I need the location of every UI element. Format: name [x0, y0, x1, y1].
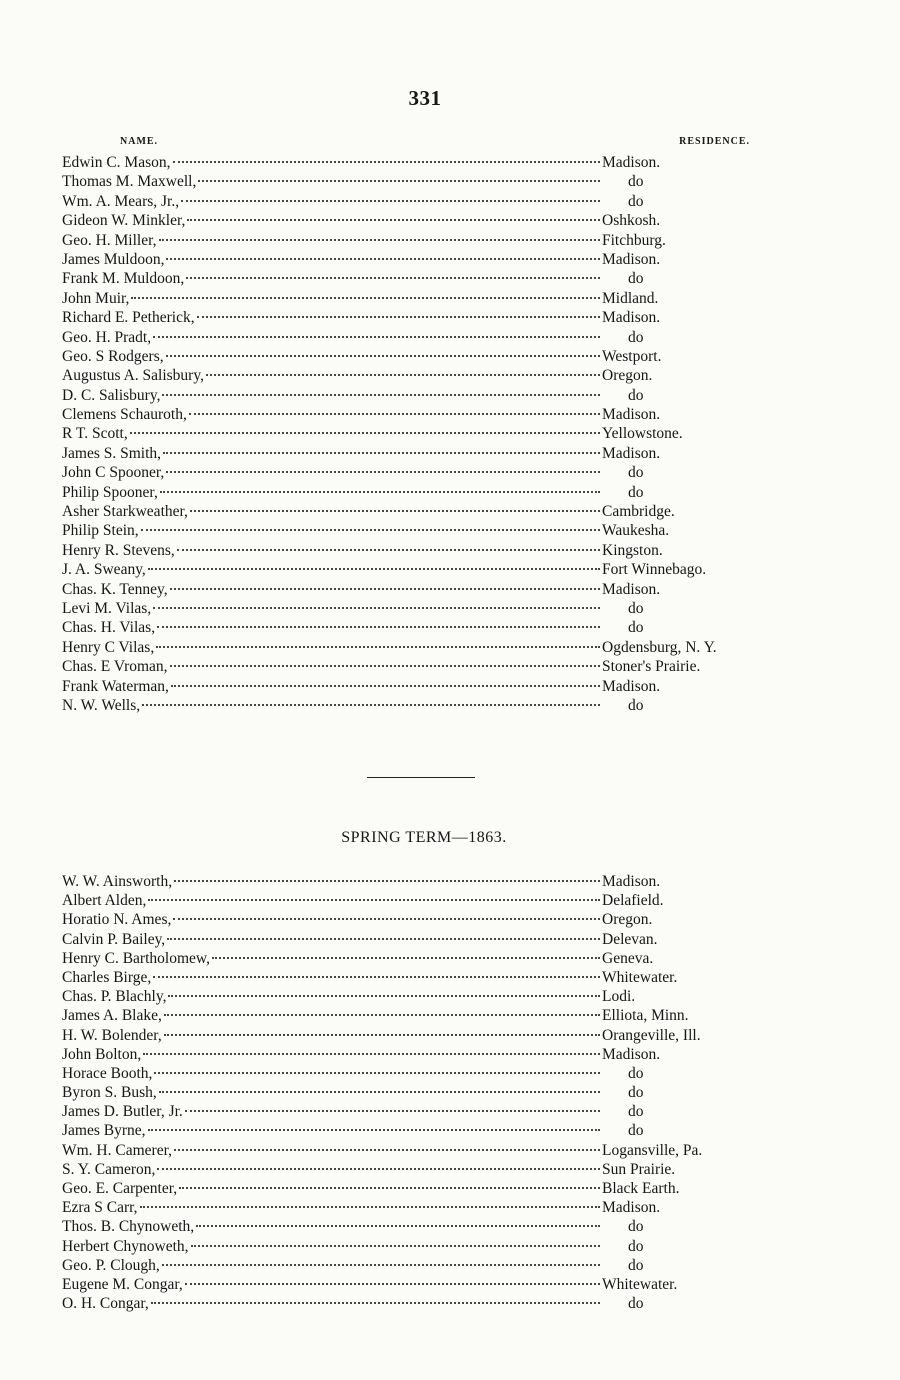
dot-leader — [185, 1283, 600, 1285]
list-entry — [62, 1006, 772, 1025]
entry-residence: Madison. — [602, 873, 661, 890]
dot-leader — [197, 316, 600, 318]
dot-leader — [153, 607, 600, 609]
entry-name: Ezra S Carr, — [62, 1199, 138, 1217]
dot-leader — [191, 1245, 600, 1247]
entry-residence: do — [628, 599, 644, 617]
list-entry — [62, 483, 772, 502]
dot-leader — [148, 899, 600, 901]
entry-name: James A. Blake, — [62, 1007, 162, 1025]
list-entry — [62, 930, 772, 949]
entry-name: Philip Spooner, — [62, 483, 158, 501]
entry-name: Albert Alden, — [62, 892, 147, 910]
entry-residence: Waukesha. — [602, 522, 670, 540]
list-entry — [62, 1256, 772, 1275]
dot-leader — [163, 452, 600, 454]
list-entry — [62, 1026, 772, 1045]
dot-leader — [160, 491, 600, 493]
column-headers — [62, 136, 750, 152]
dot-leader — [131, 297, 600, 299]
list-entry — [62, 891, 772, 910]
dot-leader — [157, 1168, 600, 1170]
page-number: 331 — [408, 86, 442, 110]
entry-name: Chas. P. Blachly, — [62, 988, 167, 1006]
entry-name: Henry C Vilas, — [62, 638, 155, 656]
entry-name: Levi M. Vilas, — [62, 599, 152, 617]
entry-residence: Orangeville, Ill. — [602, 1026, 701, 1044]
list-entry — [62, 657, 772, 676]
entry-name: Henry C. Bartholomew, — [62, 949, 210, 967]
dot-leader — [198, 180, 600, 182]
dot-leader — [162, 1264, 600, 1266]
entry-name: R T. Scott, — [62, 425, 128, 443]
list-entry — [62, 289, 772, 308]
dot-leader — [159, 1091, 600, 1093]
name-column-header: NAME. — [120, 136, 159, 147]
list-entry — [62, 1294, 772, 1313]
list-entry — [62, 347, 772, 366]
entry-name: N. W. Wells, — [62, 696, 141, 714]
entry-residence: Madison. — [602, 154, 661, 171]
entry-name: Calvin P. Bailey, — [62, 930, 166, 948]
dot-leader — [166, 471, 600, 473]
list-entry — [62, 618, 772, 637]
list-entry — [62, 949, 772, 968]
dot-leader — [173, 161, 601, 163]
dot-leader — [142, 704, 600, 706]
entry-name: John Muir, — [62, 289, 130, 307]
entry-name: Thomas M. Maxwell, — [62, 173, 197, 191]
list-entry — [62, 696, 772, 715]
entry-name: Thos. B. Chynoweth, — [62, 1218, 195, 1236]
entry-residence: do — [628, 192, 644, 210]
entry-residence: do — [628, 173, 644, 191]
entry-residence: do — [628, 386, 644, 404]
entry-name: Eugene M. Congar, — [62, 1275, 183, 1293]
entry-residence: Madison. — [602, 677, 661, 695]
entry-name: Frank Waterman, — [62, 677, 169, 695]
entry-residence: Oregon. — [602, 911, 653, 929]
entry-name: James D. Butler, Jr. — [62, 1103, 183, 1121]
list-entry — [62, 1198, 772, 1217]
entry-residence: do — [628, 270, 644, 288]
list-entry — [62, 1160, 772, 1179]
entry-name: James Muldoon, — [62, 250, 165, 268]
list-entry — [62, 1217, 772, 1236]
list-entry — [62, 1141, 772, 1160]
entry-name: O. H. Congar, — [62, 1295, 149, 1313]
entry-residence: do — [628, 464, 644, 482]
dot-leader — [173, 918, 600, 920]
list-entry — [62, 1275, 772, 1294]
section-heading: SPRING TERM—1863. — [341, 829, 507, 846]
dot-leader — [189, 413, 600, 415]
dot-leader — [143, 1053, 600, 1055]
list-entry — [62, 192, 772, 211]
entry-name: Charles Birge, — [62, 968, 152, 986]
list-entry — [62, 366, 772, 385]
entry-residence: do — [628, 619, 644, 637]
entry-name: Geo. H. Miller, — [62, 231, 157, 249]
entry-residence: Black Earth. — [602, 1180, 680, 1197]
list-entry — [62, 599, 772, 618]
entry-name: Chas. K. Tenney, — [62, 580, 168, 598]
entry-name: Frank M. Muldoon, — [62, 270, 185, 288]
entry-residence: do — [628, 696, 644, 714]
list-entry — [62, 328, 772, 347]
entry-name: Chas. H. Vilas, — [62, 619, 156, 637]
entry-name: Horatio N. Ames, — [62, 911, 172, 929]
list-entry — [62, 1045, 772, 1064]
entry-residence: Kingston. — [602, 541, 663, 559]
list-entry — [62, 1083, 772, 1102]
entry-residence: Midland. — [602, 289, 659, 307]
list-entry — [62, 1102, 772, 1121]
entry-name: James Byrne, — [62, 1122, 146, 1140]
entry-residence: Sun Prairie. — [602, 1160, 676, 1178]
entry-name: Herbert Chynoweth, — [62, 1237, 189, 1255]
list-entry — [62, 987, 772, 1006]
dot-leader — [185, 1110, 600, 1112]
dot-leader — [157, 626, 600, 628]
list-entry — [62, 269, 772, 288]
dot-leader — [166, 258, 600, 260]
dot-leader — [179, 1187, 600, 1189]
first-name-list — [62, 153, 772, 715]
entry-name: Richard E. Petherick, — [62, 309, 195, 327]
entry-residence: Whitewater. — [602, 1275, 678, 1293]
entry-name: Geo. H. Pradt, — [62, 328, 152, 346]
entry-name: Chas. E Vroman, — [62, 658, 168, 676]
entry-residence: Lodi. — [602, 988, 636, 1006]
entry-residence: do — [628, 328, 644, 346]
entry-name: Geo. P. Clough, — [62, 1256, 160, 1274]
entry-residence: Madison. — [602, 309, 661, 327]
dot-leader — [162, 394, 600, 396]
entry-name: S. Y. Cameron, — [62, 1160, 156, 1178]
entry-residence: do — [628, 483, 644, 501]
list-entry — [62, 638, 772, 657]
list-entry — [62, 580, 772, 599]
entry-name: Wm. A. Mears, Jr., — [62, 192, 180, 210]
entry-residence: Madison. — [602, 1199, 661, 1217]
entry-residence: Delafield. — [602, 892, 664, 910]
list-entry — [62, 1064, 772, 1083]
list-entry — [62, 1179, 772, 1198]
dot-leader — [159, 239, 600, 241]
entry-residence: Madison. — [602, 444, 661, 462]
entry-name: Asher Starkweather, — [62, 503, 188, 521]
entry-residence: do — [628, 1084, 644, 1102]
list-entry — [62, 153, 772, 172]
dot-leader — [170, 588, 600, 590]
entry-name: Clemens Schauroth, — [62, 406, 187, 424]
entry-residence: do — [628, 1295, 644, 1313]
entry-name: W. W. Ainsworth, — [62, 873, 173, 890]
entry-residence: do — [628, 1103, 644, 1121]
entry-residence: do — [628, 1218, 644, 1236]
entry-residence: do — [628, 1256, 644, 1274]
entry-residence: Fort Winnebago. — [602, 561, 707, 579]
list-entry — [62, 1237, 772, 1256]
dot-leader — [167, 938, 600, 940]
dot-leader — [174, 1149, 600, 1151]
entry-name: Wm. H. Camerer, — [62, 1141, 172, 1159]
entry-residence: Ogdensburg, N. Y. — [602, 638, 717, 656]
residence-column-header: RESIDENCE. — [679, 136, 750, 147]
list-entry — [62, 1121, 772, 1140]
entry-residence: Fitchburg. — [602, 231, 666, 249]
entry-name: James S. Smith, — [62, 444, 162, 462]
list-entry — [62, 405, 772, 424]
entry-name: H. W. Bolender, — [62, 1026, 162, 1044]
entry-residence: Madison. — [602, 580, 661, 598]
entry-residence: Whitewater. — [602, 968, 678, 986]
list-entry — [62, 386, 772, 405]
dot-leader — [148, 568, 600, 570]
dot-leader — [156, 646, 600, 648]
entry-residence: Madison. — [602, 406, 661, 424]
entry-residence: do — [628, 1064, 644, 1082]
entry-name: Philip Stein, — [62, 522, 139, 540]
entry-residence: Delevan. — [602, 930, 658, 948]
entry-residence: Elliota, Minn. — [602, 1007, 689, 1025]
dot-leader — [140, 1206, 600, 1208]
list-entry — [62, 910, 772, 929]
dot-leader — [130, 432, 600, 434]
list-entry — [62, 211, 772, 230]
entry-residence: Cambridge. — [602, 503, 675, 521]
dot-leader — [212, 957, 600, 959]
list-entry — [62, 231, 772, 250]
entry-name: John Bolton, — [62, 1045, 142, 1063]
entry-residence: Westport. — [602, 347, 662, 365]
list-entry — [62, 424, 772, 443]
list-entry — [62, 444, 772, 463]
list-entry — [62, 560, 772, 579]
dot-leader — [166, 355, 600, 357]
entry-name: J. A. Sweany, — [62, 561, 146, 579]
dot-leader — [168, 995, 600, 997]
dot-leader — [187, 219, 600, 221]
list-entry — [62, 463, 772, 482]
dot-leader — [206, 374, 600, 376]
entry-residence: Stoner's Prairie. — [602, 658, 701, 676]
entry-name: Henry R. Stevens, — [62, 541, 175, 559]
entry-name: Gideon W. Minkler, — [62, 212, 186, 230]
dot-leader — [181, 200, 600, 202]
entry-name: John C Spooner, — [62, 464, 165, 482]
dot-leader — [170, 665, 600, 667]
entry-residence: Geneva. — [602, 949, 654, 967]
list-entry — [62, 308, 772, 327]
list-entry — [62, 172, 772, 191]
dot-leader — [196, 1225, 600, 1227]
spring-term-list — [62, 872, 772, 1313]
section-divider — [367, 777, 475, 778]
dot-leader — [164, 1034, 600, 1036]
list-entry — [62, 872, 772, 891]
dot-leader — [148, 1129, 600, 1131]
dot-leader — [164, 1014, 600, 1016]
entry-name: Byron S. Bush, — [62, 1084, 157, 1102]
entry-name: D. C. Salisbury, — [62, 386, 161, 404]
dot-leader — [171, 685, 600, 687]
dot-leader — [177, 549, 600, 551]
entry-residence: Oshkosh. — [602, 212, 661, 230]
dot-leader — [141, 529, 600, 531]
dot-leader — [154, 1072, 600, 1074]
list-entry — [62, 677, 772, 696]
entry-residence: Madison. — [602, 250, 661, 268]
dot-leader — [190, 510, 600, 512]
entry-name: Edwin C. Mason, — [62, 154, 171, 171]
list-entry — [62, 502, 772, 521]
list-entry — [62, 541, 772, 560]
entry-residence: Madison. — [602, 1045, 661, 1063]
dot-leader — [153, 336, 600, 338]
entry-residence: Oregon. — [602, 367, 653, 385]
dot-leader — [186, 277, 600, 279]
list-entry — [62, 250, 772, 269]
entry-name: Geo. E. Carpenter, — [62, 1180, 178, 1197]
entry-residence: Yellowstone. — [602, 425, 683, 443]
list-entry — [62, 968, 772, 987]
dot-leader — [153, 976, 600, 978]
dot-leader — [151, 1302, 600, 1304]
entry-residence: Logansville, Pa. — [602, 1141, 703, 1159]
entry-name: Horace Booth, — [62, 1064, 153, 1082]
entry-name: Augustus A. Salisbury, — [62, 367, 204, 385]
entry-name: Geo. S Rodgers, — [62, 347, 164, 365]
entry-residence: do — [628, 1122, 644, 1140]
dot-leader — [174, 880, 600, 882]
entry-residence: do — [628, 1237, 644, 1255]
list-entry — [62, 521, 772, 540]
